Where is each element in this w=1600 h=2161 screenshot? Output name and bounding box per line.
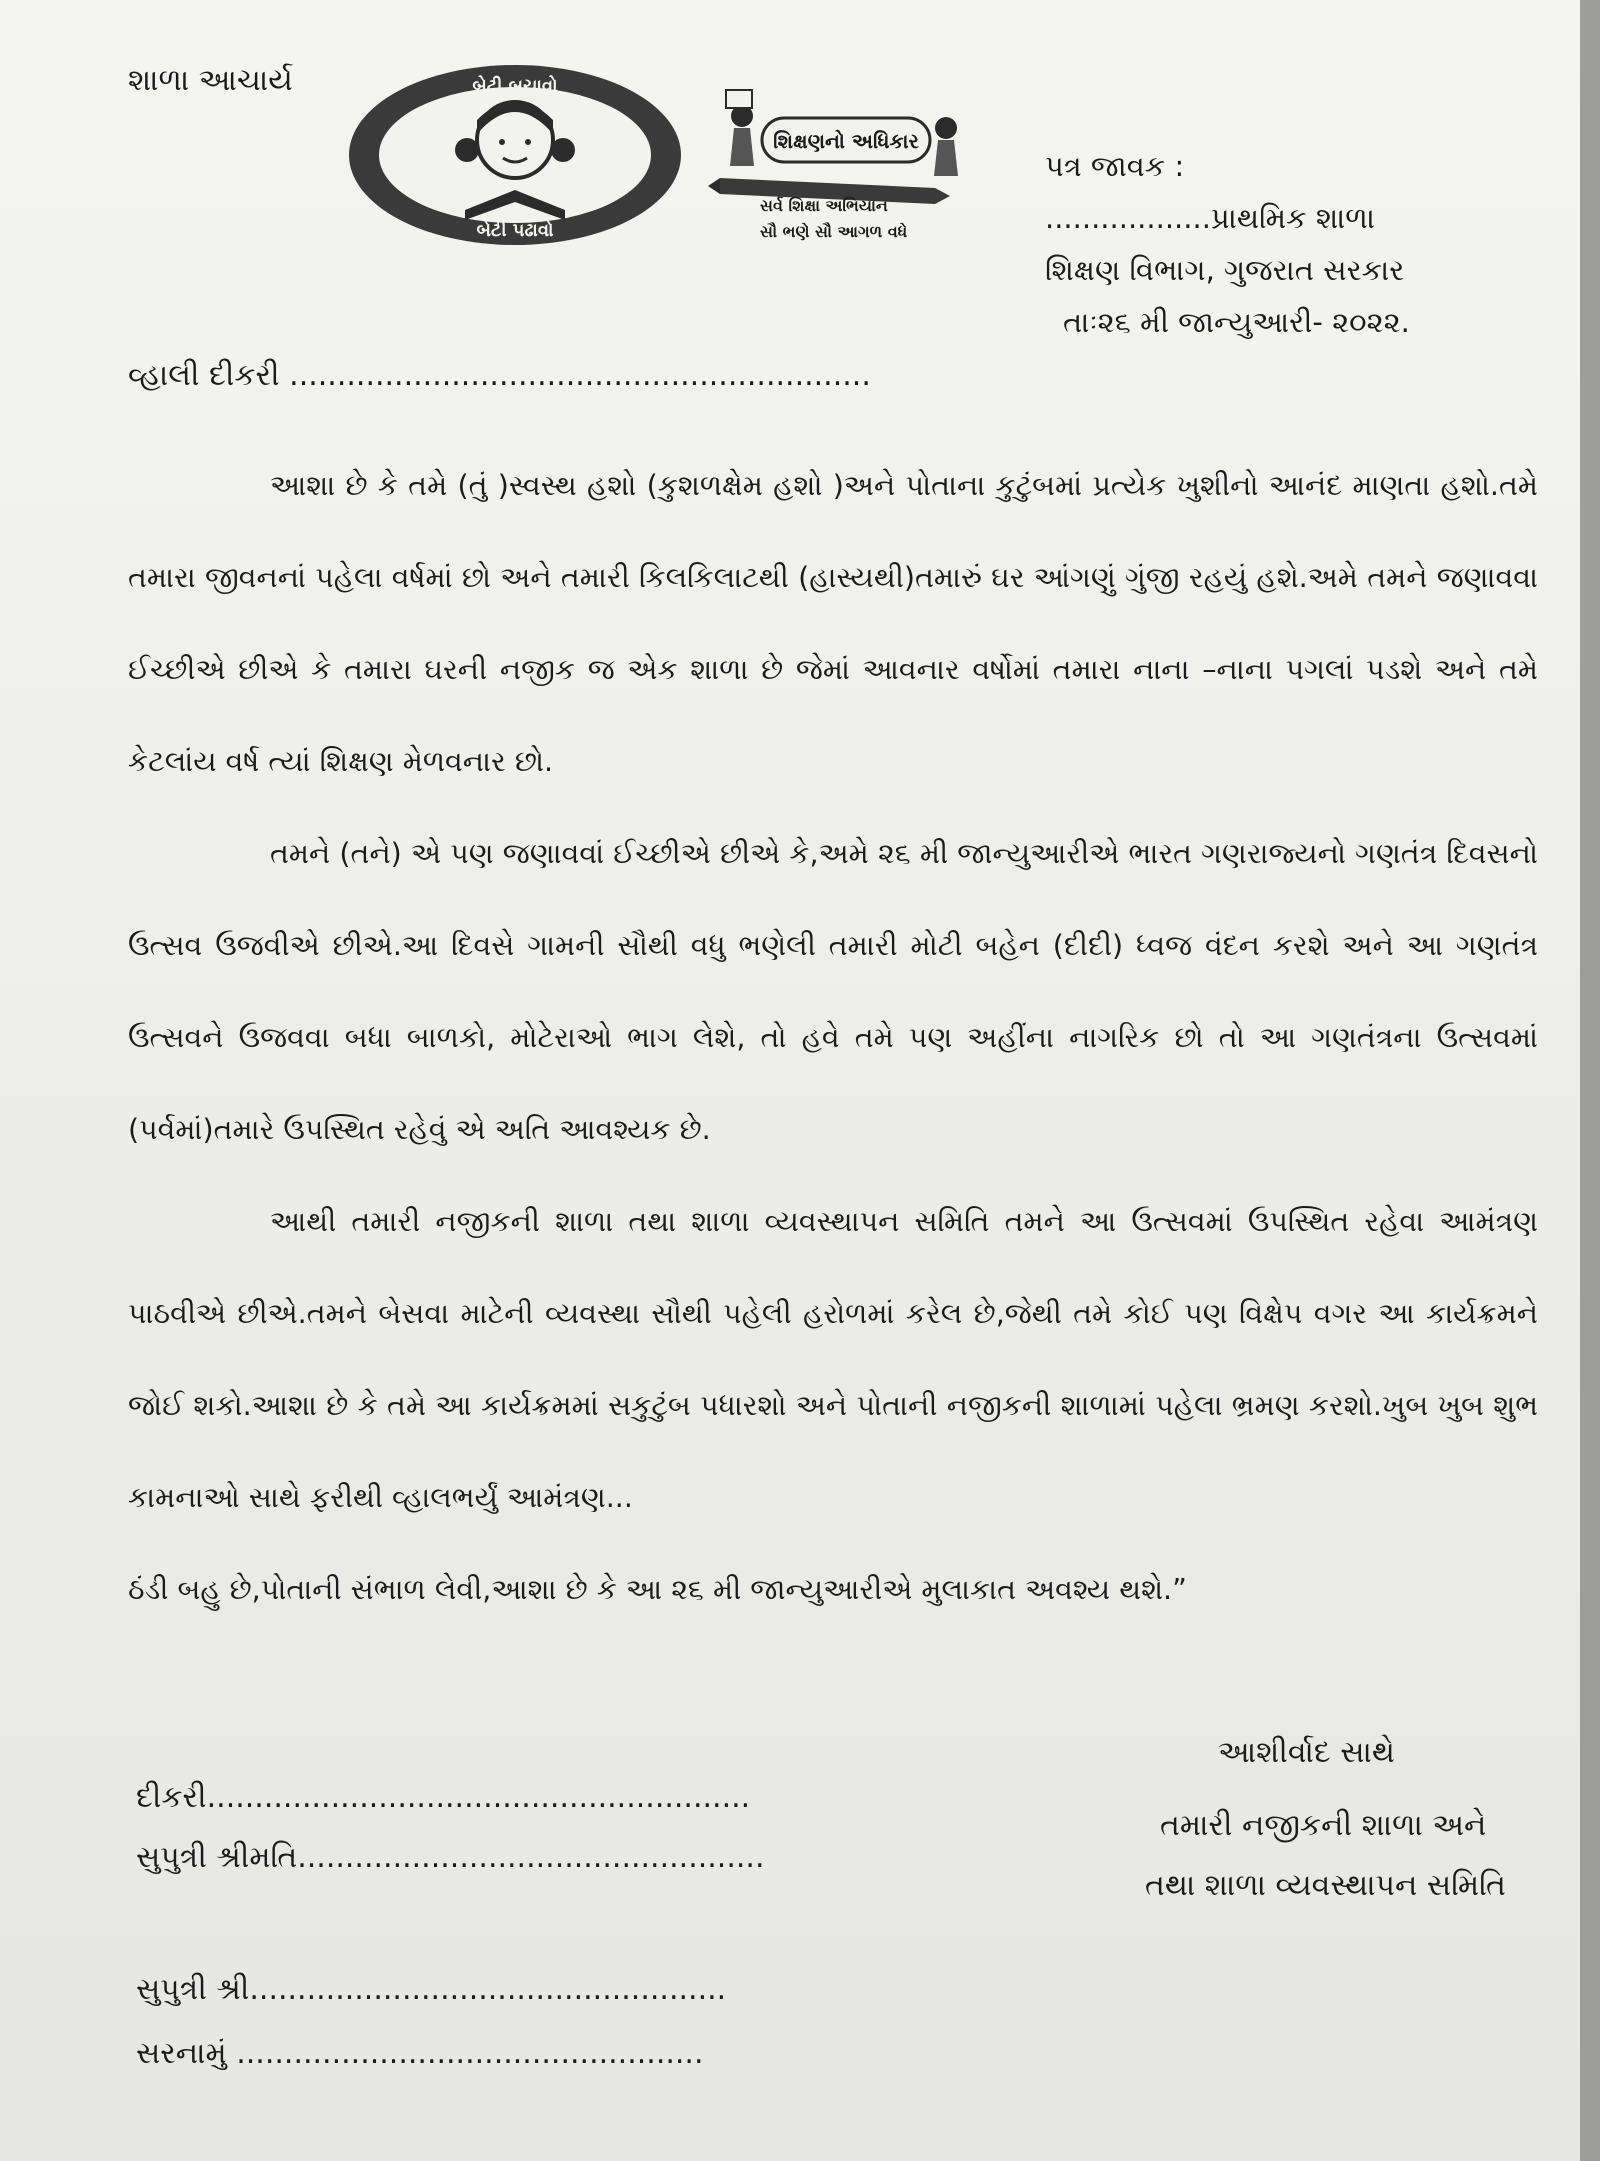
logo-caption-2: સૌ ભણે સૌ આગળ વધે bbox=[760, 222, 908, 241]
logo-bottom-text: બેટી પઢાવો bbox=[476, 220, 554, 241]
sender-block bbox=[1045, 140, 1485, 348]
paragraph-3: આથી તમારી નજીકની શાળા તથા શાળા વ્યવસ્થાપન સમિતિ તમને આ ઉત્સવમાં ઉપસ્થિત રહેવા આમંત્રણ પાઠવીએ છીએ.તમને બેસવા માટેની વ્યવસ્થા સૌથી પહેલી હરોળમાં કરેલ છે,જેથી તમે કોઈ પણ વિક્ષેપ વગર આ કાર્યક્રમને જોઈ શકો.આશા છે કે તમે આ કાર્યક્રમમાં સકુટુંબ પધારશો અને પોતાની નજીકની શાળામાં પહેલા ભ્રમણ કરશો.ખુબ ખુબ શુભ કામનાઓ સાથે ફરીથી વ્હાલભર્યું આમંત્રણ... bbox=[128, 1205, 1538, 1514]
logo-caption-1: સર્વ શિક્ષા અભિયાન bbox=[760, 196, 888, 215]
closing-line-1: આશીર્વાદ સાથે bbox=[1218, 1735, 1395, 1770]
school-line: ..................પ્રાથમિક શાળા bbox=[1045, 201, 1376, 235]
beti-bachao-logo bbox=[345, 60, 685, 250]
sender-label: પત્ર જાવક : bbox=[1045, 149, 1185, 183]
letter-body bbox=[128, 440, 1538, 1636]
department-line: શિક્ષણ વિભાગ, ગુજરાત સરકાર bbox=[1045, 253, 1405, 287]
logo-top-text: બેટી બચાવો bbox=[472, 76, 558, 97]
address-field: સરનામું ................................................. bbox=[136, 2036, 704, 2071]
salutation: વ્હાલી દીકરી ............................................................. bbox=[128, 358, 871, 393]
closing-line-3: તથા શાળા વ્યવસ્થાપન સમિતિ bbox=[1145, 1868, 1506, 1903]
paragraph-1: આશા છે કે તમે (તું )સ્વસ્થ હશો (કુશળક્ષેમ હશો )અને પોતાના કુટુંબમાં પ્રત્યેક ખુશીનો આનંદ માણતા હશો.તમે તમારા જીવનનાં પહેલા વર્ષમાં છો અને તમારી કિલકિલાટથી (હાસ્યથી)તમારું ઘર આંગણું ગુંજી રહયું હશે.અમે તમને જણાવવા ઈચ્છીએ છીએ કે તમારા ઘરની નજીક જ એક શાળા છે જેમાં આવનાર વર્ષોમાં તમારા નાના –નાના પગલાં પડશે અને તમે કેટલાંય વર્ષ ત્યાં શિક્ષણ મેળવનાર છો. bbox=[128, 469, 1538, 778]
date-line: તાઃ૨૬ મી જાન્યુઆરી- ૨૦૨૨. bbox=[1063, 305, 1410, 339]
principal-label: શાળા આચાર્ય bbox=[128, 63, 293, 98]
paragraph-2: તમને (તને) એ પણ જણાવવાં ઈચ્છીએ છીએ કે,અમે ૨૬ મી જાન્યુઆરીએ ભારત ગણરાજ્યનો ગણતંત્ર દિવસનો ઉત્સવ ઉજવીએ છીએ.આ દિવસે ગામની સૌથી વધુ ભણેલી તમારી મોટી બહેન (દીદી) ધ્વજ વંદન કરશે અને આ ગણતંત્ર ઉત્સવને ઉજવવા બધા બાળકો, મોટેરાઓ ભાગ લેશે, તો હવે તમે પણ અહીંના નાગરિક છો તો આ ગણતંત્રના ઉત્સવમાં (પર્વમાં)તમારે ઉપસ્થિત રહેવું એ અતિ આવશ્યક છે. bbox=[128, 837, 1538, 1146]
page-edge bbox=[1580, 0, 1600, 2161]
mother-field: સુપુત્રી શ્રીમતિ................................................. bbox=[136, 1840, 765, 1875]
father-field: સુપુત્રી શ્રી.................................................. bbox=[136, 1972, 727, 2007]
logo-rte-text: શિક્ષણનો અધિકાર bbox=[773, 129, 919, 153]
paragraph-4: ઠંડી બહુ છે,પોતાની સંભાળ લેવી,આશા છે કે આ ૨૬ મી જાન્યુઆરીએ મુલાકાત અવશ્ય થશે.” bbox=[128, 1573, 1187, 1606]
daughter-field: દીકરી......................................................... bbox=[136, 1780, 751, 1815]
closing-line-2: તમારી નજીકની શાળા અને bbox=[1160, 1808, 1487, 1843]
